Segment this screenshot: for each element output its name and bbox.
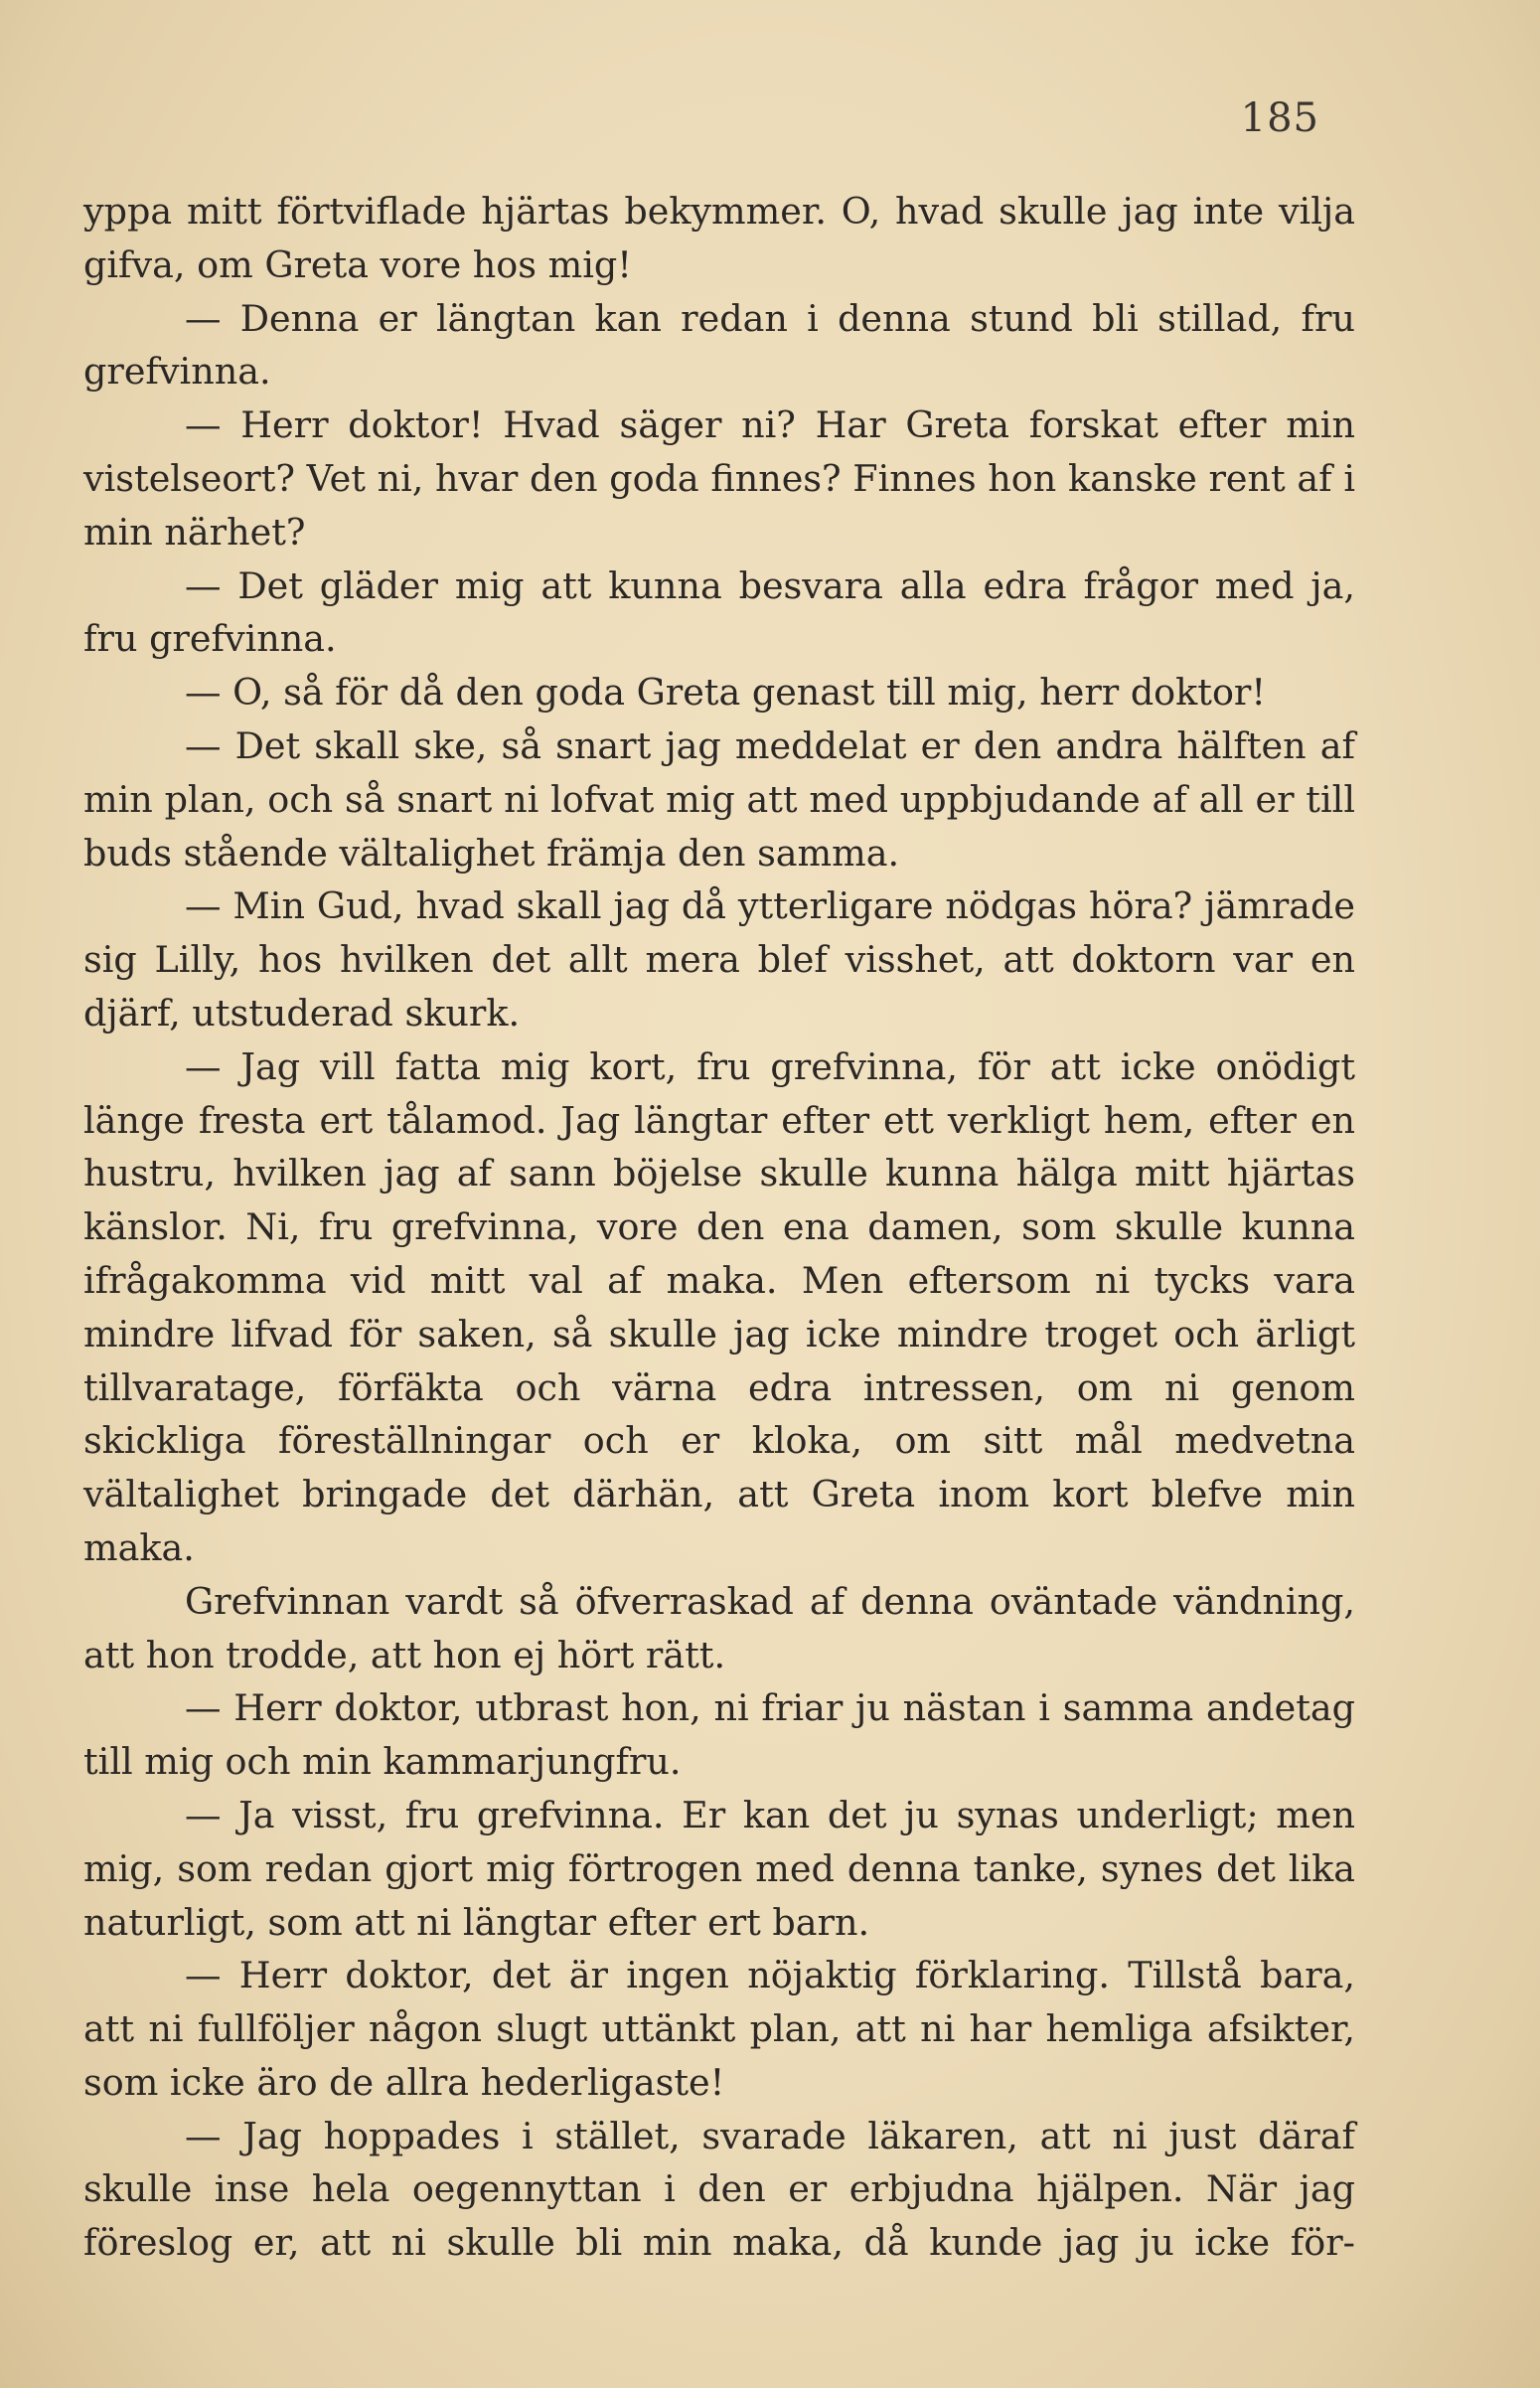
body-text [83,185,1355,2270]
paragraph-2: — Denna er längtan kan redan i denna stund bli stillad, fru grefvinna. [83,296,1355,394]
paragraph-11: — Ja visst, fru grefvinna. Er kan det ju synas underligt; men mig, som redan gjort mig förtrogen med denna tanke, synes det lika naturligt, som att ni längtar efter ert barn. [83,1793,1355,1944]
paragraph-10: — Herr doktor, utbrast hon, ni friar ju nästan i samma andetag till mig och min kammarjungfru. [83,1686,1355,1784]
paragraph-6: — Det skall ske, så snart jag meddelat er den andra hälften af min plan, och så snart ni lofvat mig att med uppbjudande af all er till buds stående vältalighet främja den samma. [83,723,1355,875]
page-number: 185 [1240,95,1319,141]
paragraph-8: — Jag vill fatta mig kort, fru grefvinna, för att icke onödigt länge fresta ert tålamod. Jag längtar efter ett verkligt hem, efter en hustru, hvilken jag af sann böjelse skulle kunna hälga mitt hjärtas känslor. Ni, fru grefvinna, vore den ena damen, som skulle kunna ifrågakomma vid mitt val af maka. Men eftersom ni tycks vara mindre lifvad för saken, så skulle jag icke mindre troget och ärligt tillvaratage, förfäkta och värna edra intressen, om ni genom skickliga föreställningar och er kloka, om sitt mål medvetna vältalighet bringade det därhän, att Greta inom kort blefve min maka. [83,1044,1355,1569]
paragraph-7: — Min Gud, hvad skall jag då ytterligare nödgas höra? jämrade sig Lilly, hos hvilken det allt mera blef visshet, att doktorn var en djärf, utstuderad skurk. [83,884,1355,1035]
paragraph-5: — O, så för då den goda Greta genast till mig, herr doktor! [185,671,1267,715]
paragraph-9: Grefvinnan vardt så öfverraskad af denna oväntade vändning, att hon trodde, att hon ej hört rätt. [83,1579,1355,1676]
paragraph-1: yppa mitt förtviflade hjärtas bekymmer. O, hvad skulle jag inte vilja gifva, om Greta vore hos mig! [83,190,1355,286]
paragraph-13: — Jag hoppades i stället, svarade läkaren, att ni just däraf skulle inse hela oegennyttan i den er erbjudna hjälpen. När jag föreslog er, att ni skulle bli min maka, då kunde jag ju icke för- [83,2114,1355,2265]
paragraph-3: — Herr doktor! Hvad säger ni? Har Greta forskat efter min vistelseort? Vet ni, hvar den goda finnes? Finnes hon kanske rent af i min närhet? [83,403,1355,554]
paragraph-12: — Herr doktor, det är ingen nöjaktig förklaring. Tillstå bara, att ni fullföljer någon slugt uttänkt plan, att ni har hemliga afsikter, som icke äro de allra hederligaste! [83,1954,1355,2104]
paragraph-4: — Det gläder mig att kunna besvara alla edra frågor med ja, fru grefvinna. [83,563,1355,661]
